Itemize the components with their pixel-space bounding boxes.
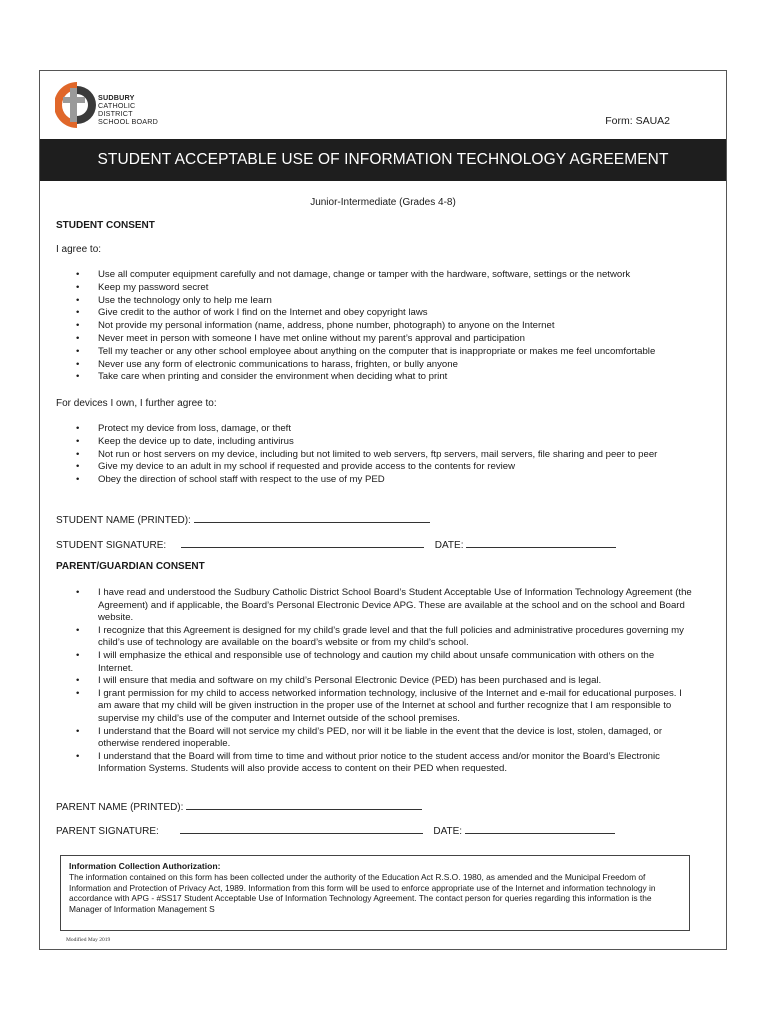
list-item: • Not run or host servers on my device, including but not limited to web servers, ftp servers, mail servers, file sharing and peer to peer — [56, 449, 657, 462]
list-item: • I recognize that this Agreement is designed for my child’s grade level and that the full policies and administrative procedures governing my child’s use of technology are available on the board’s website or from my child’s school. — [56, 625, 692, 650]
list-item: • I will emphasize the ethical and responsible use of technology and caution my child about unsafe communication with others on the Internet. — [56, 650, 692, 675]
school-board-logo — [55, 80, 185, 130]
info-collection-body: The information contained on this form has been collected under the authority of the Education Act R.S.O. 1980, as amended and the Municipal Freedom of Information and Protection of Privacy Act, 1989. Information from this form will be used to enforce appropriate use of the Internet and information technology in accordance with APG - #SS17 Student Acceptable Use of Information Technology Agreement. The contact person for queries regarding this information is the Manager of Information Management S — [69, 871, 656, 915]
parent-name-label: PARENT NAME (PRINTED): — [56, 802, 184, 813]
student-signature-label: STUDENT SIGNATURE: — [56, 540, 167, 551]
list-item: • Never use any form of electronic communications to harass, frighten, or bully anyone — [56, 359, 655, 372]
parent-signature-field[interactable] — [180, 823, 423, 834]
student-agreement-list — [56, 269, 655, 384]
logo-wordmark: SUDBURY CATHOLIC DISTRICT SCHOOL BOARD — [98, 93, 159, 126]
list-item: • Keep my password secret — [56, 282, 655, 295]
device-agreement-list — [56, 423, 657, 487]
list-item: • Use all computer equipment carefully and not damage, change or tamper with the hardware, software, settings or the network — [56, 269, 655, 282]
modified-date: Modified May 2019 — [66, 937, 111, 943]
student-signature-row — [56, 537, 616, 553]
student-name-label: STUDENT NAME (PRINTED): — [56, 515, 191, 526]
document-title: STUDENT ACCEPTABLE USE OF INFORMATION TECHNOLOGY AGREEMENT — [40, 139, 726, 181]
student-date-field[interactable] — [466, 537, 616, 548]
list-item: • Obey the direction of school staff with respect to the use of my PED — [56, 474, 657, 487]
info-collection-box — [60, 855, 690, 931]
list-item: • I will ensure that media and software on my child’s Personal Electronic Device (PED) has been purchased and is legal. — [56, 675, 692, 688]
parent-name-field[interactable] — [186, 799, 422, 810]
list-item: • Never meet in person with someone I have met online without my parent’s approval and participation — [56, 333, 655, 346]
list-item: • Use the technology only to help me learn — [56, 295, 655, 308]
student-name-field[interactable] — [194, 512, 430, 523]
list-item: • Take care when printing and consider the environment when deciding what to print — [56, 371, 655, 384]
parent-signature-row — [56, 823, 615, 839]
parent-name-row — [56, 799, 422, 815]
list-item: • Give my device to an adult in my school if requested and provide access to the contents for review — [56, 461, 657, 474]
parent-date-field[interactable] — [465, 823, 615, 834]
list-item: • Protect my device from loss, damage, or theft — [56, 423, 657, 436]
parent-consent-heading: PARENT/GUARDIAN CONSENT — [56, 561, 205, 572]
parent-agreement-list — [56, 587, 692, 776]
list-item: • I understand that the Board will not service my child’s PED, nor will it be liable in the event that the device is lost, stolen, damaged, or otherwise rendered inoperable. — [56, 726, 692, 751]
student-consent-heading: STUDENT CONSENT — [56, 220, 155, 231]
agree-intro: I agree to: — [56, 244, 102, 255]
list-item: • I understand that the Board will from time to time and without prior notice to the student access and/or monitor the Board’s Electronic Information Systems. Students will also provide access to content on their PED when requested. — [56, 751, 692, 776]
list-item: • I have read and understood the Sudbury Catholic District School Board’s Student Acceptable Use of Information Technology Agreement (the Agreement) and if applicable, the Board’s Personal Electronic Device APG. These are available at the school and on the school and Board website. — [56, 587, 692, 625]
form-page — [39, 70, 727, 950]
grade-level-subtitle: Junior-Intermediate (Grades 4-8) — [310, 197, 456, 208]
student-name-row — [56, 512, 430, 528]
form-code: Form: SAUA2 — [605, 115, 670, 127]
devices-intro: For devices I own, I further agree to: — [56, 398, 217, 409]
student-signature-field[interactable] — [181, 537, 424, 548]
list-item: • I grant permission for my child to access networked information technology, inclusive of the Internet and e-mail for educational purposes. I am aware that my child will be given instruction in the proper use of the Internet at school and further recognize that I am responsible to supervise my child’s use of the computer and Internet outside of the school premises. — [56, 688, 692, 726]
list-item: • Give credit to the author of work I find on the Internet and obey copyright laws — [56, 307, 655, 320]
list-item: • Keep the device up to date, including antivirus — [56, 436, 657, 449]
student-date-label: DATE: — [434, 540, 464, 551]
cross-emblem-icon — [55, 80, 99, 130]
list-item: • Tell my teacher or any other school employee about anything on the computer that is inappropriate or makes me feel uncomfortable — [56, 346, 655, 359]
info-collection-title: Information Collection Authorization: — [69, 861, 221, 871]
parent-date-label: DATE: — [433, 826, 463, 837]
parent-signature-label: PARENT SIGNATURE: — [56, 826, 159, 837]
list-item: • Not provide my personal information (name, address, phone number, photograph) to anyone on the Internet — [56, 320, 655, 333]
